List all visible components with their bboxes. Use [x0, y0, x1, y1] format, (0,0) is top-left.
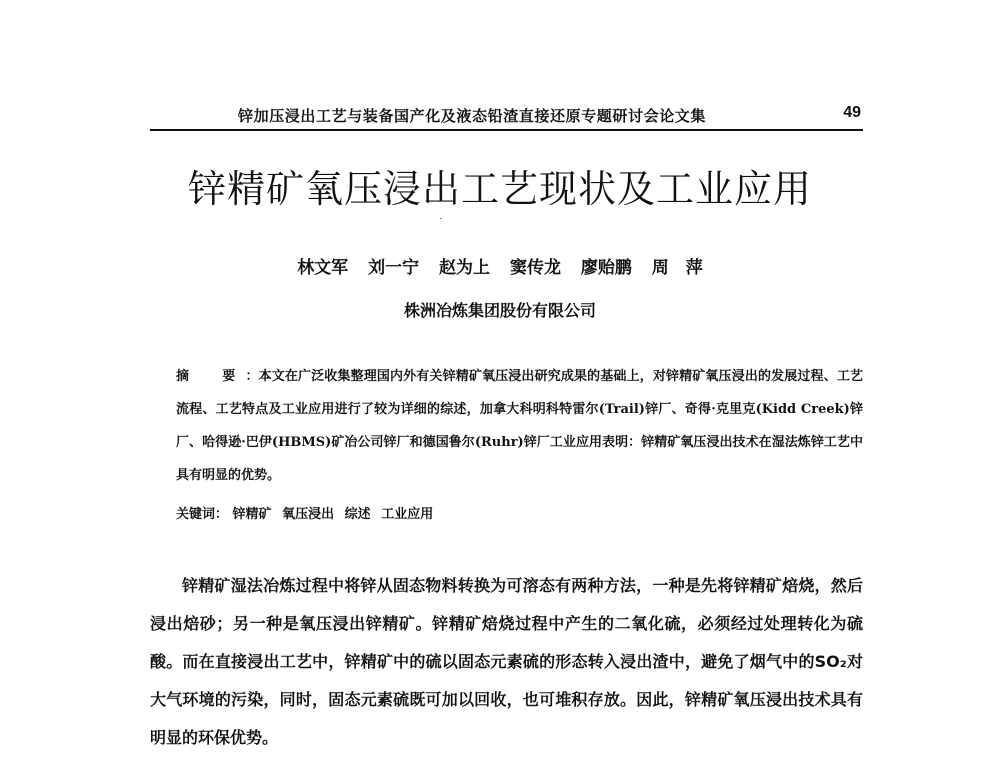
keyword: 氧压浸出: [282, 507, 335, 522]
author-name: 窦传龙: [509, 258, 561, 278]
keywords-label: 关键词：: [176, 507, 229, 522]
affiliation: 株洲冶炼集团股份有限公司: [403, 301, 596, 320]
keywords: [176, 503, 439, 522]
author-name: 赵为上: [439, 258, 491, 278]
abstract-label: 摘 要: [176, 369, 246, 384]
running-title: 锌加压浸出工艺与装备国产化及液态铅渣直接还原专题研讨会论文集: [238, 107, 707, 125]
author-list: [0, 253, 1000, 278]
running-header: [150, 103, 863, 131]
author-name: 廖贻鹏: [580, 258, 632, 278]
keyword: 工业应用: [381, 507, 434, 522]
author-name: 林文军: [297, 258, 349, 278]
author-name: 刘一宁: [368, 258, 420, 278]
page-number: 49: [843, 104, 861, 121]
scan-speck: [440, 218, 442, 219]
abstract: [150, 360, 863, 492]
paper-title: 锌精矿氧压浸出工艺现状及工业应用: [187, 167, 812, 211]
abstract-text: ：本文在广泛收集整理国内外有关锌精矿氧压浸出研究成果的基础上，对锌精矿氧压浸出的发展过程、工艺流程、工艺特点及工业应用进行了较为详细的综述，加拿大科明科特雷尔(Trail)锌厂、奇得·克里克(Kidd Creek)锌厂、哈得逊·巴伊(HBMS)矿冶公司锌厂和德国鲁尔(Ruhr)锌厂工业应用表明：锌精矿氧压浸出技术在湿法炼锌工艺中具有明显的优势。: [176, 369, 863, 483]
keyword: 综述: [344, 507, 371, 522]
body-paragraph: 锌精矿湿法冶炼过程中将锌从固态物料转换为可溶态有两种方法，一种是先将锌精矿焙烧，然后浸出焙砂；另一种是氧压浸出锌精矿。锌精矿焙烧过程中产生的二氧化硫，必须经过处理转化为硫酸。而在直接浸出工艺中，锌精矿中的硫以固态元素硫的形态转入浸出渣中，避免了烟气中的SO₂对大气环境的污染，同时，固态元素硫既可加以回收，也可堆积存放。因此，锌精矿氧压浸出技术具有明显的环保优势。: [150, 576, 863, 747]
keyword: 锌精矿: [232, 507, 272, 522]
author-name: 周 萍: [651, 258, 703, 278]
